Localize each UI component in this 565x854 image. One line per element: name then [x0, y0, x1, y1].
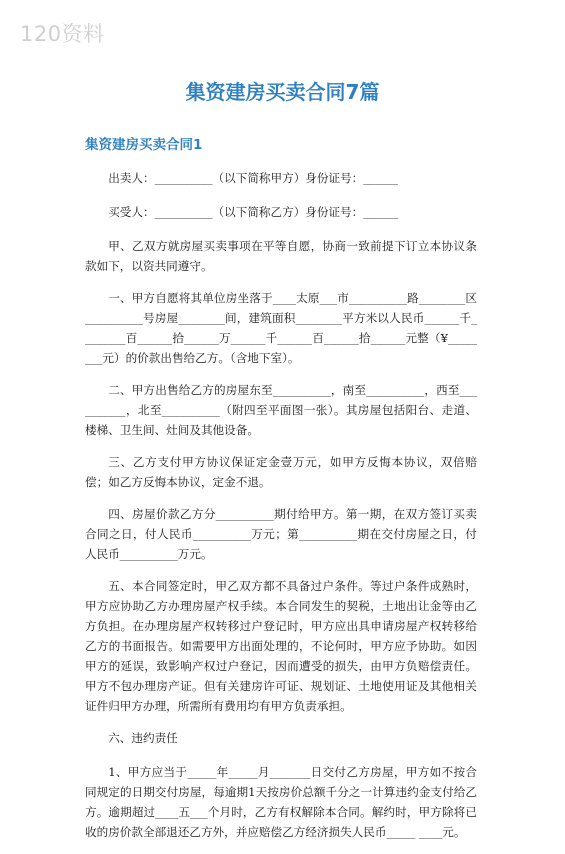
clause-1: 一、甲方自愿将其单位房坐落于____太原___市__________路________区__________号房屋________间，建筑面积________平方米以人民币______千________百______拾______万______千______百______拾______元整（¥________元）的价款出售给乙方。（含地下室）。 [85, 291, 477, 365]
buyer-line: 买受人：__________（以下简称乙方）身份证号：______ [108, 205, 399, 219]
document-title: 集资建房买卖合同7篇 [185, 80, 380, 104]
clause-4: 四、房屋价款乙方分__________期付给甲方。第一期，在双方签订买卖合同之日，付人民币__________万元；第__________期在交付房屋之日，付人民币__________万元。 [85, 507, 477, 561]
preamble-paragraph: 甲、乙双方就房屋买卖事项在平等自愿，协商一致前提下订立本协议条款如下，以资共同遵守。 [85, 239, 477, 273]
watermark: 120资料 [20, 22, 105, 46]
seller-line: 出卖人：__________（以下简称甲方）身份证号：______ [108, 171, 399, 185]
clause-6-item-1: 1、甲方应当于_____年_____月_______日交付乙方房屋，甲方如不按合同规定的日期交付房屋，每逾期1天按房价总额千分之一计算违约金支付给乙方。逾期超过____五___个月时，乙方有权解除本合同。解约时，甲方除将已收的房价款全部退还乙方外，并应赔偿乙方经济损失人民币_____ ____元。 [85, 765, 477, 839]
clause-2: 二、甲方出售给乙方的房屋东至__________，南至__________，西至__________，北至__________（附四至平面图一张）。其房屋包括阳台、走道、楼梯、卫生间、灶间及其他设备。 [85, 383, 477, 437]
contract-body [85, 168, 477, 854]
section-title: 集资建房买卖合同1 [85, 137, 203, 153]
clause-5: 五、本合同签定时，甲乙双方都不具备过户条件。等过户条件成熟时，甲方应协助乙方办理房屋产权手续。本合同发生的契税，土地出让金等由乙方负担。在办理房屋产权转移过户登记时，甲方应出具申请房屋产权转移给乙方的书面报告。如需要甲方出面处理的，不论何时，甲方应予协助。如因甲方的延误，致影响产权过户登记，因而遭受的损失，由甲方负赔偿责任。甲方不包办理房产证。但有关建房许可证、规划证、土地使用证及其他相关证件归甲方办理，所需所有费用均有甲方负责承担。 [85, 579, 477, 713]
clause-6-heading: 六、违约责任 [108, 731, 178, 745]
clause-3: 三、乙方支付甲方协议保证定金壹万元，如甲方反悔本协议，双倍赔偿；如乙方反悔本协议，定金不退。 [85, 455, 477, 489]
